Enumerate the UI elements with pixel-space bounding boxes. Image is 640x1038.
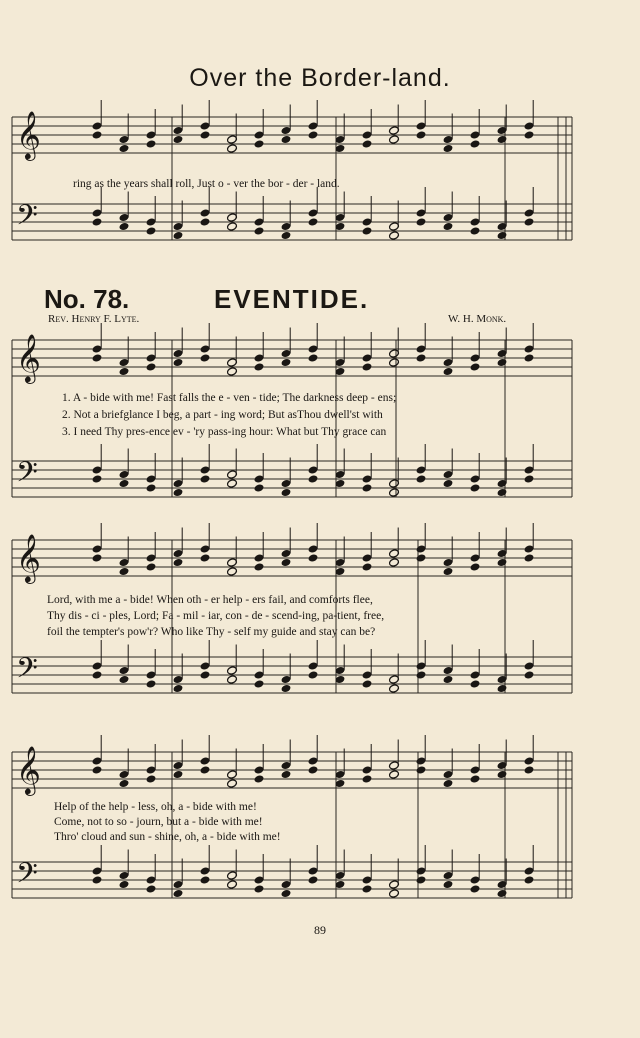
svg-text:𝄢: 𝄢 — [16, 652, 38, 692]
lyrics-line: 2. Not a briefglance I beg, a part - ing word; But asThou dwell'st with — [62, 409, 383, 421]
lyrics-line: Help of the help - less, oh, a - bide with me! — [54, 801, 257, 813]
lyrics-line: Lord, with me a - bide! When oth - er help - ers fail, and comforts flee, — [47, 594, 373, 606]
svg-text:𝄢: 𝄢 — [16, 456, 38, 496]
page-number: 89 — [314, 923, 326, 937]
svg-text:𝄞: 𝄞 — [16, 110, 41, 159]
lyrics-line: Thy dis - ci - ples, Lord; Fa - mil - iar, con - de - scend-ing, pa-tient, free, — [47, 610, 385, 622]
svg-text:𝄞: 𝄞 — [16, 533, 41, 582]
svg-text:𝄞: 𝄞 — [16, 745, 41, 794]
lyrics-line: Come, not to so - journ, but a - bide with me! — [54, 816, 263, 828]
hymn-number: No. 78. — [44, 284, 130, 314]
lyrics-line: ring as the years shall roll, Just o - ver the bor - der - land. — [73, 178, 340, 190]
svg-text:𝄞: 𝄞 — [16, 333, 41, 382]
lyrics-line: foil the tempter's pow'r? Who like Thy - self my guide and stay can be? — [47, 626, 376, 638]
svg-text:𝄢: 𝄢 — [16, 199, 38, 239]
hymn-author: Rev. Henry F. Lyte. — [48, 313, 140, 325]
section-title: Over the Border-land. — [189, 64, 451, 92]
svg-text:𝄢: 𝄢 — [16, 857, 38, 897]
hymn-title: EVENTIDE. — [214, 284, 370, 314]
hymn-composer: W. H. Monk. — [448, 313, 507, 325]
lyrics-line: 1. A - bide with me! Fast falls the e - ven - tide; The darkness deep - ens; — [62, 392, 397, 404]
lyrics-line: Thro' cloud and sun - shine, oh, a - bide with me! — [54, 831, 281, 843]
lyrics-line: 3. I need Thy pres-ence ev - 'ry pass-ing hour: What but Thy grace can — [62, 426, 387, 438]
